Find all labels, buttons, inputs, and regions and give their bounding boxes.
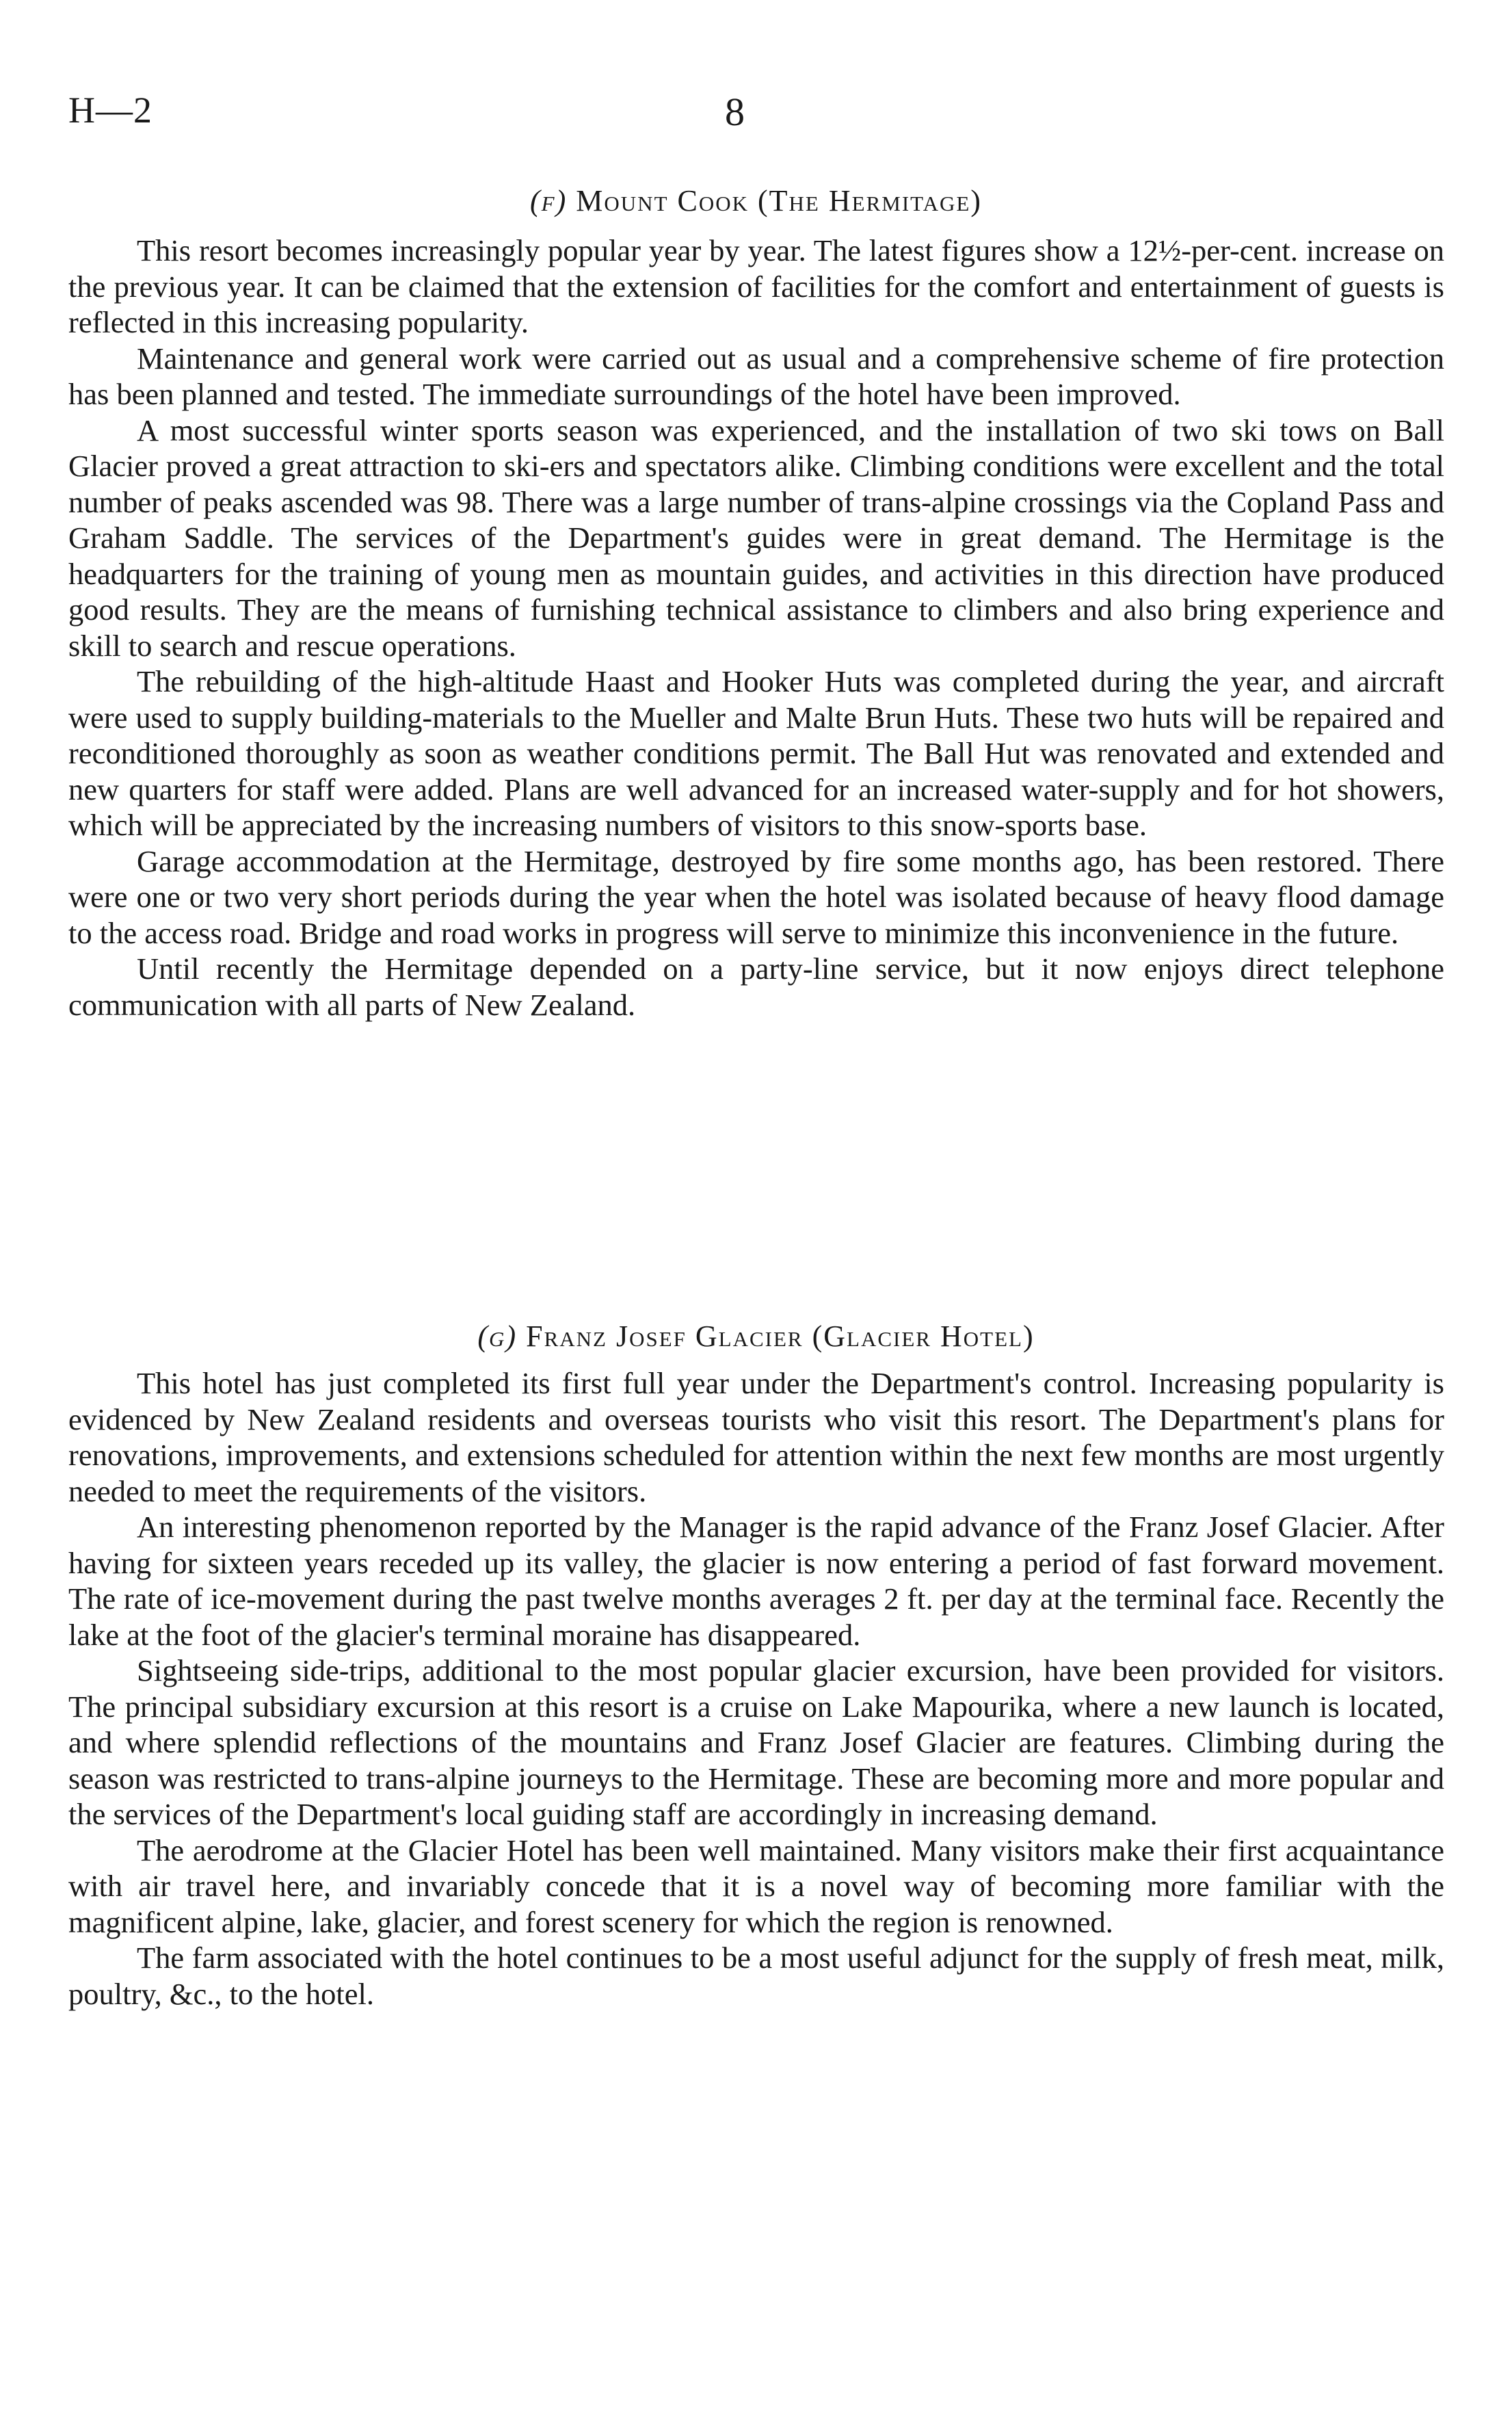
paragraph: Maintenance and general work were carried out as usual and a comprehensive scheme of fire protection has been planned and tested. The immediate surroundings of the hotel have been improved.	[68, 341, 1444, 411]
section-heading-franz-josef	[0, 1319, 1512, 1354]
section-label: (g)	[477, 1319, 518, 1353]
document-reference: H—2	[68, 90, 152, 131]
paragraph: An interesting phenomenon reported by the Manager is the rapid advance of the Franz Josef Glacier. After having for sixteen years receded up its valley, the glacier is now entering a period of fast forward movement. The rate of ice-movement during the past twelve months averages 2 ft. per day at the terminal face. Recently the lake at the foot of the glacier's terminal moraine has disappeared.	[68, 1510, 1444, 1652]
paragraph: Until recently the Hermitage depended on a party-line service, but it now enjoys direct telephone communication with all parts of New Zealand.	[68, 951, 1444, 1022]
paragraph: Sightseeing side-trips, additional to the most popular glacier excursion, have been provided for visitors. The principal subsidiary excursion at this resort is a cruise on Lake Mapourika, where a new launch is located, and where splendid reflections of the mountains and Franz Josef Glacier are features. Climbing during the season was restricted to trans-alpine journeys to the Hermitage. These are becoming more and more popular and the services of the Department's local guiding staff are accordingly in increasing demand.	[68, 1653, 1444, 1831]
paragraph: This resort becomes increasingly popular year by year. The latest figures show a 12½-per-cent. increase on the previous year. It can be claimed that the extension of facilities for the comfort and entertainment of guests is reflected in this increasing popularity.	[68, 233, 1444, 339]
paragraph: Garage accommodation at the Hermitage, destroyed by fire some months ago, has been restored. There were one or two very short periods during the year when the hotel was isolated because of heavy flood damage to the access road. Bridge and road works in progress will serve to minimize this inconvenience in the future.	[68, 843, 1444, 950]
section-label: (f)	[530, 184, 568, 218]
page-header	[0, 89, 1512, 144]
paragraph: This hotel has just completed its first full year under the Department's control. Increasing popularity is evidenced by New Zealand residents and overseas tourists who visit this resort. The Department's plans for renovations, improvements, and extensions scheduled for attention within the next few months are most urgently needed to meet the requirements of the visitors.	[68, 1366, 1444, 1508]
section-title: Mount Cook (The Hermitage)	[576, 184, 982, 218]
section-body-mount-cook	[68, 233, 1444, 1023]
paragraph: The farm associated with the hotel continues to be a most useful adjunct for the supply of fresh meat, milk, poultry, &c., to the hotel.	[68, 1941, 1444, 2011]
page-number: 8	[725, 90, 745, 134]
section-title: Franz Josef Glacier (Glacier Hotel)	[526, 1319, 1035, 1353]
paragraph: The rebuilding of the high-altitude Haast and Hooker Huts was completed during the year, and aircraft were used to supply building-materials to the Mueller and Malte Brun Huts. These two huts will be repaired and reconditioned thoroughly as soon as weather conditions permit. The Ball Hut was renovated and extended and new quarters for staff were added. Plans are well advanced for an increased water-supply and for hot showers, which will be appreciated by the increasing numbers of visitors to this snow-sports base.	[68, 664, 1444, 842]
paragraph: The aerodrome at the Glacier Hotel has been well maintained. Many visitors make their first acquaintance with air travel here, and invariably concede that it is a novel way of becoming more familiar with the magnificent alpine, lake, glacier, and forest scenery for which the region is renowned.	[68, 1832, 1444, 1939]
section-body-franz-josef	[68, 1365, 1444, 2012]
paragraph: A most successful winter sports season was experienced, and the installation of two ski tows on Ball Glacier proved a great attraction to ski-ers and spectators alike. Climbing conditions were excellent and the total number of peaks ascended was 98. There was a large number of trans-alpine crossings via the Copland Pass and Graham Saddle. The services of the Department's guides were in great demand. The Hermitage is the headquarters for the training of young men as mountain guides, and activities in this direction have produced good results. They are the means of furnishing technical assistance to climbers and also bring experience and skill to search and rescue operations.	[68, 412, 1444, 663]
section-heading-mount-cook	[0, 183, 1512, 218]
